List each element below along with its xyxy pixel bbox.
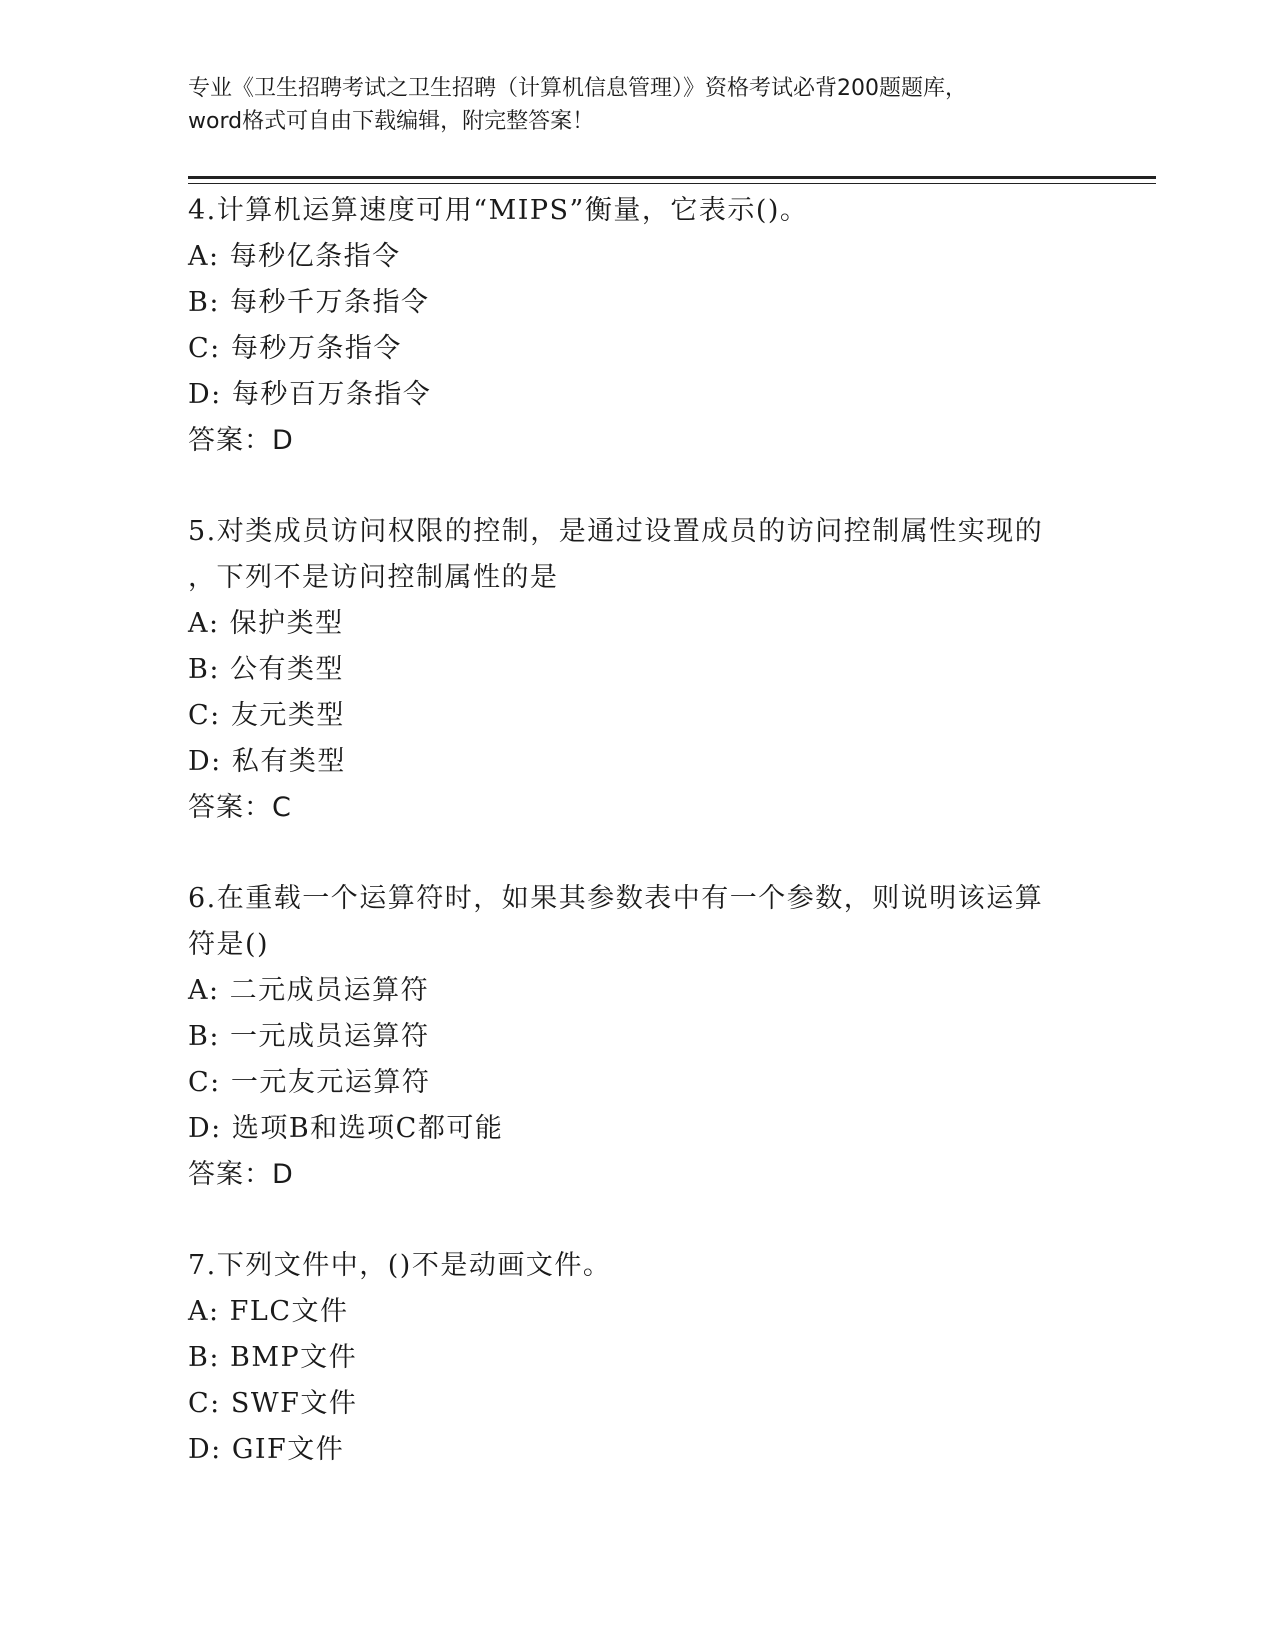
question-text-cont: ，下列不是访问控制属性的是 (188, 562, 559, 593)
question-text: 4.计算机运算速度可用“MIPS”衡量，它表示()。 (188, 195, 809, 226)
option-b: B: 一元成员运算符 (188, 1021, 430, 1052)
question-4 (188, 188, 1088, 464)
question-text: 7.下列文件中，()不是动画文件。 (188, 1250, 612, 1281)
spacer (188, 831, 1088, 876)
question-list (188, 188, 1088, 1473)
option-c: C: 友元类型 (188, 700, 345, 731)
option-d: D: GIF文件 (188, 1434, 345, 1465)
answer: 答案：C (188, 792, 292, 823)
option-c: C: SWF文件 (188, 1388, 358, 1419)
header-divider-thin (188, 183, 1156, 184)
spacer (188, 1198, 1088, 1243)
option-a: A: 每秒亿条指令 (188, 241, 401, 272)
header-line-2: word格式可自由下载编辑，附完整答案！ (188, 109, 595, 134)
document-header (188, 72, 1088, 138)
spacer (188, 464, 1088, 509)
option-b: B: 每秒千万条指令 (188, 287, 430, 318)
option-a: A: 保护类型 (188, 608, 344, 639)
option-b: B: BMP文件 (188, 1342, 358, 1373)
option-d: D: 私有类型 (188, 746, 346, 777)
question-text: 6.在重载一个运算符时，如果其参数表中有一个参数，则说明该运算 (188, 883, 1044, 914)
header-divider-thick (188, 176, 1156, 179)
header-line-1: 专业《卫生招聘考试之卫生招聘（计算机信息管理）》资格考试必背200题题库， (188, 76, 967, 101)
answer: 答案：D (188, 1159, 294, 1190)
question-6 (188, 876, 1088, 1198)
question-7 (188, 1243, 1088, 1473)
option-c: C: 每秒万条指令 (188, 333, 402, 364)
option-d: D: 每秒百万条指令 (188, 379, 432, 410)
option-a: A: 二元成员运算符 (188, 975, 430, 1006)
question-text-cont: 符是() (188, 929, 270, 960)
question-5 (188, 509, 1088, 831)
option-b: B: 公有类型 (188, 654, 345, 685)
option-d: D: 选项B和选项C都可能 (188, 1113, 504, 1144)
question-text: 5.对类成员访问权限的控制，是通过设置成员的访问控制属性实现的 (188, 516, 1044, 547)
option-a: A: FLC文件 (188, 1296, 349, 1327)
answer: 答案：D (188, 425, 294, 456)
option-c: C: 一元友元运算符 (188, 1067, 431, 1098)
